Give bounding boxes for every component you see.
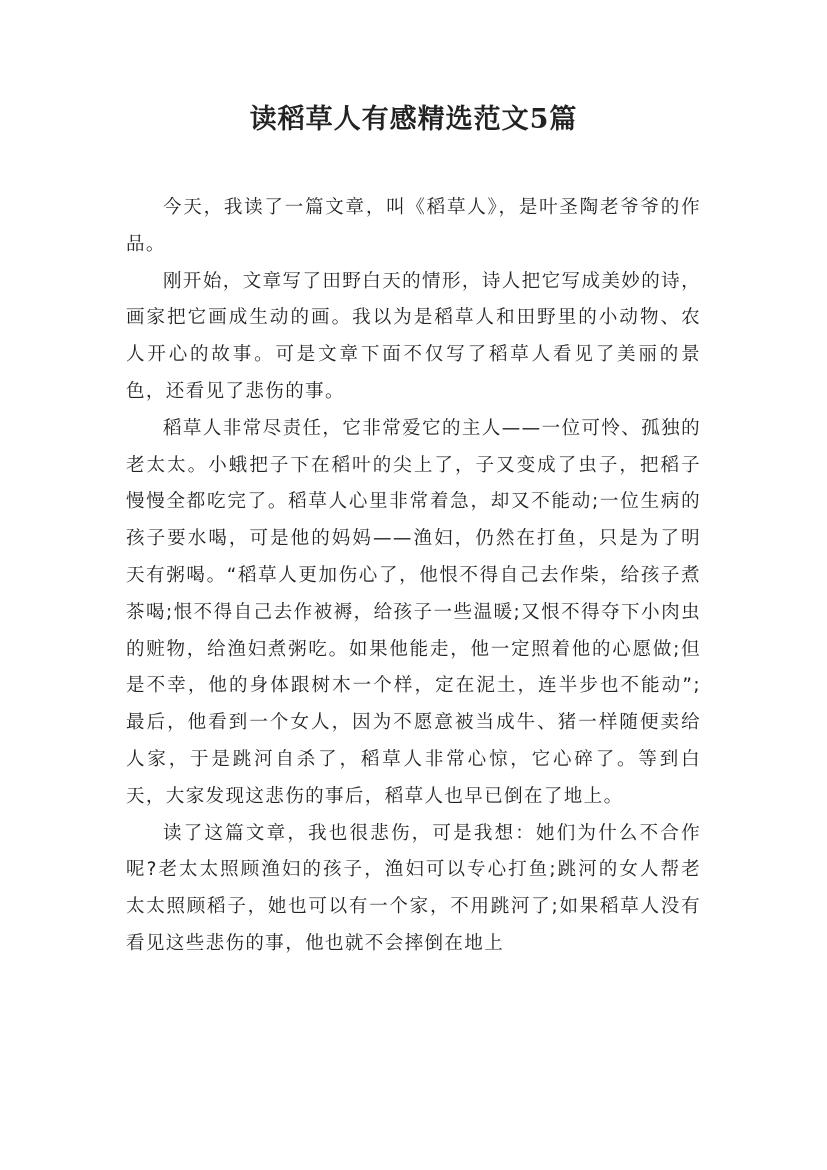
- paragraph-4: 读了这篇文章，我也很悲伤，可是我想：她们为什么不合作呢?老太太照顾渔妇的孩子，渔妇可以专心打鱼;跳河的女人帮老太太照顾稻子，她也可以有一个家，不用跳河了;如果稻草人没有看见这些悲伤的事，他也就不会摔倒在地上: [126, 822, 701, 954]
- document-title: 读稻草人有感精选范文5篇: [249, 104, 578, 135]
- document-body: [126, 190, 701, 963]
- paragraph-3: 稻草人非常尽责任，它非常爱它的主人——一位可怜、孤独的老太太。小蛾把子下在稻叶的尖上了，子又变成了虫子，把稻子慢慢全都吃完了。稻草人心里非常着急，却又不能动;一位生病的孩子要水喝，可是他的妈妈——渔妇，仍然在打鱼，只是为了明天有粥喝。“稻草人更加伤心了，他恨不得自己去作柴，给孩子煮茶喝;恨不得自己去作被褥，给孩子一些温暖;又恨不得夺下小肉虫的赃物，给渔妇煮粥吃。如果他能走，他一定照着他的心愿做;但是不幸，他的身体跟树木一个样，定在泥土，连半步也不能动”;最后，他看到一个女人，因为不愿意被当成牛、猪一样随便卖给人家，于是跳河自杀了，稻草人非常心惊，它心碎了。等到白天，大家发现这悲伤的事后，稻草人也早已倒在了地上。: [126, 417, 701, 807]
- paragraph-1: 今天，我读了一篇文章，叫《稻草人》，是叶圣陶老爷爷的作品。: [126, 197, 701, 255]
- paragraph-2: 刚开始，文章写了田野白天的情形，诗人把它写成美妙的诗，画家把它画成生动的画。我以为是稻草人和田野里的小动物、农人开心的故事。可是文章下面不仅写了稻草人看见了美丽的景色，还看见了悲伤的事。: [126, 270, 701, 402]
